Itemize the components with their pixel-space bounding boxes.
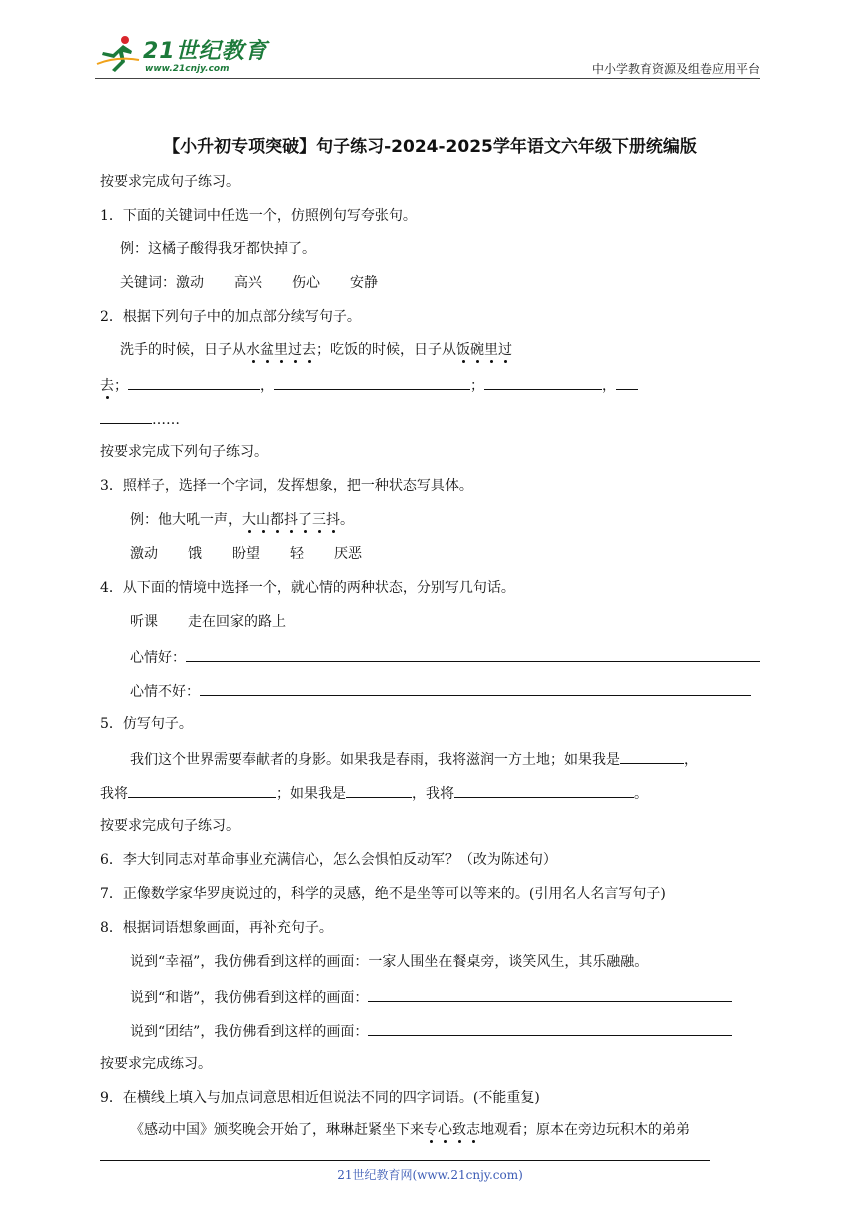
question-3-words — [130, 544, 362, 564]
keyword: 伤心 — [292, 275, 320, 291]
emphasis-char: 盆 — [260, 342, 274, 358]
keywords-label: 关键词： — [120, 275, 176, 291]
question-1-example: 例：这橘子酸得我牙都快掉了。 — [120, 241, 316, 257]
keyword: 高兴 — [234, 275, 262, 291]
page-footer: 21世纪教育网(www.21cnjy.com) — [337, 1168, 523, 1182]
question-2-blank-cont: …… — [100, 408, 180, 430]
answer-blank[interactable] — [128, 374, 260, 390]
emphasis-char: 大 — [242, 512, 256, 528]
emphasis-char: 里 — [274, 342, 288, 358]
scenario-option: 走在回家的路上 — [188, 614, 286, 630]
emphasis-char: 抖 — [284, 512, 298, 528]
question-1-keywords — [120, 273, 378, 293]
question-5-sentence: 我们这个世界需要奉献者的身影。如果我是春雨，我将滋润一方土地；如果我是 ， — [130, 748, 698, 770]
question-4-options — [130, 612, 286, 632]
page-header — [95, 30, 760, 80]
word-option: 激动 — [130, 546, 158, 562]
question-9: 9．在横线上填入与加点词意思相近但说法不同的四字词语。(不能重复) — [100, 1090, 540, 1106]
question-9-sentence: 《感动中国》颁奖晚会开始了，琳琳赶紧坐下来专心致志地观看；原本在旁边玩积木的弟弟 — [130, 1122, 690, 1138]
brand-name: 21世纪教育 — [143, 39, 268, 64]
question-4-good-mood: 心情好： — [130, 646, 760, 668]
keyword: 安静 — [350, 275, 378, 291]
answer-blank[interactable] — [454, 782, 634, 798]
question-1: 1．下面的关键词中任选一个，仿照例句写夸张句。 — [100, 208, 417, 224]
dotted-phrase — [424, 1122, 480, 1138]
question-2: 2．根据下列句子中的加点部分续写句子。 — [100, 309, 361, 325]
emphasis-char: 饭 — [456, 342, 470, 358]
word-option: 盼望 — [232, 546, 260, 562]
footer-divider — [100, 1160, 710, 1161]
emphasis-char: 三 — [312, 512, 326, 528]
question-2-sentence: 洗手的时候，日子从水盆里过去；吃饭的时候，日子从饭碗里过 — [120, 342, 512, 358]
emphasis-char: 心 — [438, 1122, 452, 1138]
brand-url: www.21cnjy.com — [145, 64, 230, 74]
section-instruction: 按要求完成句子练习。 — [100, 818, 240, 834]
emphasis-char: 过 — [498, 342, 512, 358]
answer-blank[interactable] — [484, 374, 602, 390]
emphasis-char: 都 — [270, 512, 284, 528]
emphasis-char: 抖 — [326, 512, 340, 528]
answer-blank[interactable] — [274, 374, 470, 390]
answer-blank[interactable] — [368, 986, 732, 1002]
question-5-blanks: 我将 ；如果我是 ，我将 。 — [100, 782, 648, 804]
question-2-blanks: 去； ， ； ， — [100, 374, 638, 396]
question-3: 3．照样子，选择一个字词，发挥想象，把一种状态写具体。 — [100, 478, 473, 494]
question-5: 5．仿写句子。 — [100, 716, 193, 732]
dotted-phrase — [246, 342, 316, 358]
question-3-example: 例：他大吼一声，大山都抖了三抖。 — [130, 512, 354, 528]
question-4: 4．从下面的情境中选择一个，就心情的两种状态，分别写几句话。 — [100, 580, 515, 596]
dotted-phrase — [456, 342, 512, 358]
answer-blank[interactable] — [616, 374, 638, 390]
question-6: 6．李大钊同志对革命事业充满信心，怎么会惧怕反动军？（改为陈述句） — [100, 852, 557, 868]
section-instruction: 按要求完成句子练习。 — [100, 174, 240, 190]
brand-logo — [95, 30, 275, 78]
emphasis-char: 致 — [452, 1122, 466, 1138]
header-divider — [95, 78, 760, 79]
emphasis-char: 专 — [424, 1122, 438, 1138]
emphasis-char: 去 — [100, 378, 114, 394]
emphasis-char: 水 — [246, 342, 260, 358]
answer-blank[interactable] — [100, 408, 152, 424]
question-8-example: 说到“幸福”，我仿佛看到这样的画面：一家人围坐在餐桌旁，谈笑风生，其乐融融。 — [130, 954, 649, 970]
dotted-phrase — [100, 378, 114, 394]
word-option: 饿 — [188, 546, 202, 562]
answer-blank[interactable] — [368, 1020, 732, 1036]
question-7: 7．正像数学家华罗庚说过的，科学的灵感，绝不是坐等可以等来的。(引用名人名言写句子) — [100, 886, 666, 902]
scenario-option: 听课 — [130, 614, 158, 630]
emphasis-char: 去 — [302, 342, 316, 358]
question-4-bad-mood: 心情不好： — [130, 680, 751, 702]
keyword: 激动 — [176, 275, 204, 291]
emphasis-char: 了 — [298, 512, 312, 528]
question-8: 8．根据词语想象画面，再补充句子。 — [100, 920, 333, 936]
answer-blank[interactable] — [620, 748, 684, 764]
header-tagline: 中小学教育资源及组卷应用平台 — [591, 62, 760, 76]
question-8-unity: 说到“团结”，我仿佛看到这样的画面： — [130, 1020, 732, 1042]
dotted-phrase — [242, 512, 340, 528]
answer-blank[interactable] — [200, 680, 751, 696]
document-title: 【小升初专项突破】句子练习-2024-2025学年语文六年级下册统编版 — [163, 137, 697, 157]
runner-logo-icon — [95, 34, 141, 74]
emphasis-char: 碗 — [470, 342, 484, 358]
section-instruction: 按要求完成下列句子练习。 — [100, 444, 268, 460]
answer-blank[interactable] — [346, 782, 412, 798]
emphasis-char: 里 — [484, 342, 498, 358]
emphasis-char: 过 — [288, 342, 302, 358]
emphasis-char: 山 — [256, 512, 270, 528]
word-option: 厌恶 — [334, 546, 362, 562]
word-option: 轻 — [290, 546, 304, 562]
question-8-harmony: 说到“和谐”，我仿佛看到这样的画面： — [130, 986, 732, 1008]
answer-blank[interactable] — [128, 782, 276, 798]
section-instruction: 按要求完成练习。 — [100, 1056, 212, 1072]
answer-blank[interactable] — [186, 646, 760, 662]
emphasis-char: 志 — [466, 1122, 480, 1138]
